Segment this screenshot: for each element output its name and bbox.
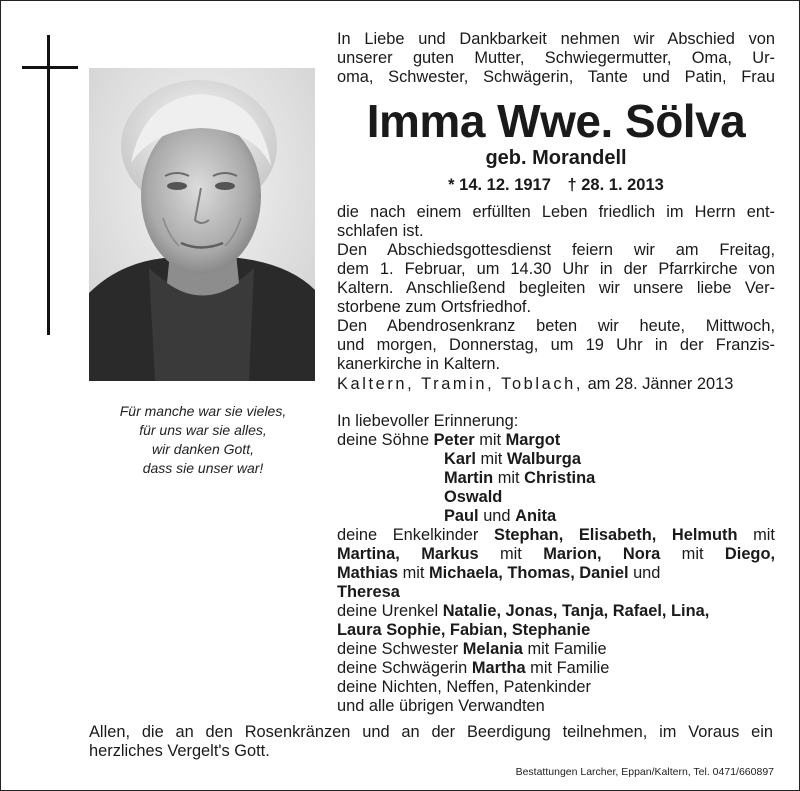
sons-line bbox=[337, 469, 775, 488]
grandchildren-names: Martina, Markus bbox=[337, 545, 479, 563]
son-name: Oswald bbox=[444, 488, 503, 506]
nieces-line: deine Nichten, Neffen, Patenkinder bbox=[337, 678, 591, 696]
grandchildren-line bbox=[337, 526, 775, 545]
body-line: schlafen ist. bbox=[337, 222, 424, 240]
body-line: Den Abendrosenkranz beten wir heute, Mittwoch, bbox=[337, 317, 775, 335]
joiner: und bbox=[633, 564, 661, 582]
joiner: mit bbox=[681, 545, 704, 563]
sons-intro: deine Söhne bbox=[337, 431, 430, 449]
intro-line: unserer guten Mutter, Schwiegermutter, Oma, Ur- bbox=[337, 49, 775, 67]
joiner: mit bbox=[753, 526, 775, 544]
grandchildren-line bbox=[337, 564, 775, 583]
birth-name: geb. Morandell bbox=[485, 147, 627, 169]
closing-text bbox=[89, 723, 773, 761]
sister-intro: deine Schwester bbox=[337, 640, 459, 658]
son-joiner: mit bbox=[479, 431, 502, 449]
death-date: † 28. 1. 2013 bbox=[567, 176, 664, 194]
grandchildren-line bbox=[337, 545, 775, 564]
memorial-quote bbox=[98, 402, 308, 478]
grandchildren-names: Michaela, Thomas, Daniel bbox=[429, 564, 629, 582]
body-line: storbene zum Ortsfriedhof. bbox=[337, 298, 532, 316]
notice-date: am 28. Jänner 2013 bbox=[587, 375, 734, 393]
life-dates bbox=[337, 175, 775, 195]
sons-line bbox=[337, 431, 775, 450]
intro-line: In Liebe und Dankbarkeit nehmen wir Abschied von bbox=[337, 30, 775, 48]
intro-text bbox=[337, 30, 775, 87]
body-line: Den Abschiedsgottesdienst feiern wir am Freitag, bbox=[337, 241, 775, 259]
son-joiner: mit bbox=[497, 469, 520, 487]
grandchildren-names: Mathias bbox=[337, 564, 399, 582]
sister-suffix: mit Familie bbox=[527, 640, 607, 658]
place-names: Kaltern, Tramin, Toblach, bbox=[337, 375, 583, 393]
sil-suffix: mit Familie bbox=[530, 659, 610, 677]
joiner: mit bbox=[402, 564, 425, 582]
body-line: kanerkirche in Kaltern. bbox=[337, 355, 501, 373]
son-partner: Margot bbox=[505, 431, 561, 449]
grandchildren-intro: deine Enkelkinder bbox=[337, 526, 479, 544]
sister-in-law-line bbox=[337, 659, 775, 678]
quote-line: wir danken Gott, bbox=[152, 441, 254, 457]
sons-line bbox=[337, 488, 775, 507]
sil-intro: deine Schwägerin bbox=[337, 659, 468, 677]
quote-line: Für manche war sie vieles, bbox=[119, 403, 287, 419]
grandchildren-names: Diego, bbox=[724, 545, 776, 563]
son-name: Martin bbox=[444, 469, 494, 487]
great-grandchildren-line bbox=[337, 602, 775, 621]
great-names: Natalie, Jonas, Tanja, Rafael, Lina, bbox=[442, 602, 710, 620]
son-partner: Anita bbox=[515, 507, 557, 525]
cross-icon-vertical bbox=[47, 35, 50, 335]
son-partner: Walburga bbox=[506, 450, 581, 468]
closing-line: Allen, die an den Rosenkränzen und an der Beerdigung teilnehmen, im Voraus ein bbox=[89, 723, 773, 741]
quote-line: für uns war sie alles, bbox=[139, 422, 267, 438]
deceased-name: Imma Wwe. Sölva bbox=[366, 95, 746, 147]
mourners-heading: In liebevoller Erinnerung: bbox=[337, 412, 519, 430]
relatives-line: und alle übrigen Verwandten bbox=[337, 697, 545, 715]
body-line: Kaltern. Anschließend begleiten wir unsere liebe Ver- bbox=[337, 279, 775, 297]
joiner: mit bbox=[500, 545, 522, 563]
cross-icon-horizontal bbox=[22, 66, 78, 69]
intro-line: oma, Schwester, Schwägerin, Tante und Patin, Frau bbox=[337, 68, 775, 86]
sister-line bbox=[337, 640, 775, 659]
closing-line: herzliches Vergelt's Gott. bbox=[89, 742, 270, 760]
portrait-photo bbox=[89, 68, 315, 381]
great-intro: deine Urenkel bbox=[337, 602, 439, 620]
funeral-home-credit: Bestattungen Larcher, Eppan/Kaltern, Tel. 0471/660897 bbox=[515, 766, 774, 778]
sons-line bbox=[337, 450, 775, 469]
sons-line bbox=[337, 507, 775, 526]
body-line: dem 1. Februar, um 14.30 Uhr in der Pfarrkirche von bbox=[337, 260, 775, 278]
sister-name: Melania bbox=[462, 640, 523, 658]
grandchildren-names: Stephan, Elisabeth, Helmuth bbox=[494, 526, 738, 544]
quote-line: dass sie unser war! bbox=[142, 460, 264, 476]
grandchildren-line: Theresa bbox=[337, 583, 400, 601]
son-joiner: und bbox=[483, 507, 511, 525]
place-date-line bbox=[337, 375, 775, 394]
great-grandchildren-line: Laura Sophie, Fabian, Stephanie bbox=[337, 621, 591, 639]
son-partner: Christina bbox=[524, 469, 596, 487]
service-text bbox=[337, 203, 775, 374]
son-name: Karl bbox=[444, 450, 476, 468]
son-joiner: mit bbox=[480, 450, 503, 468]
sil-name: Martha bbox=[471, 659, 526, 677]
body-line: und morgen, Donnerstag, um 19 Uhr in der Franzis- bbox=[337, 336, 775, 354]
son-name: Peter bbox=[433, 431, 475, 449]
mourners-list bbox=[337, 412, 775, 716]
grandchildren-names: Marion, Nora bbox=[543, 545, 661, 563]
body-line: die nach einem erfüllten Leben friedlich im Herrn ent- bbox=[337, 203, 775, 221]
son-name: Paul bbox=[444, 507, 479, 525]
birth-date: * 14. 12. 1917 bbox=[448, 176, 551, 194]
